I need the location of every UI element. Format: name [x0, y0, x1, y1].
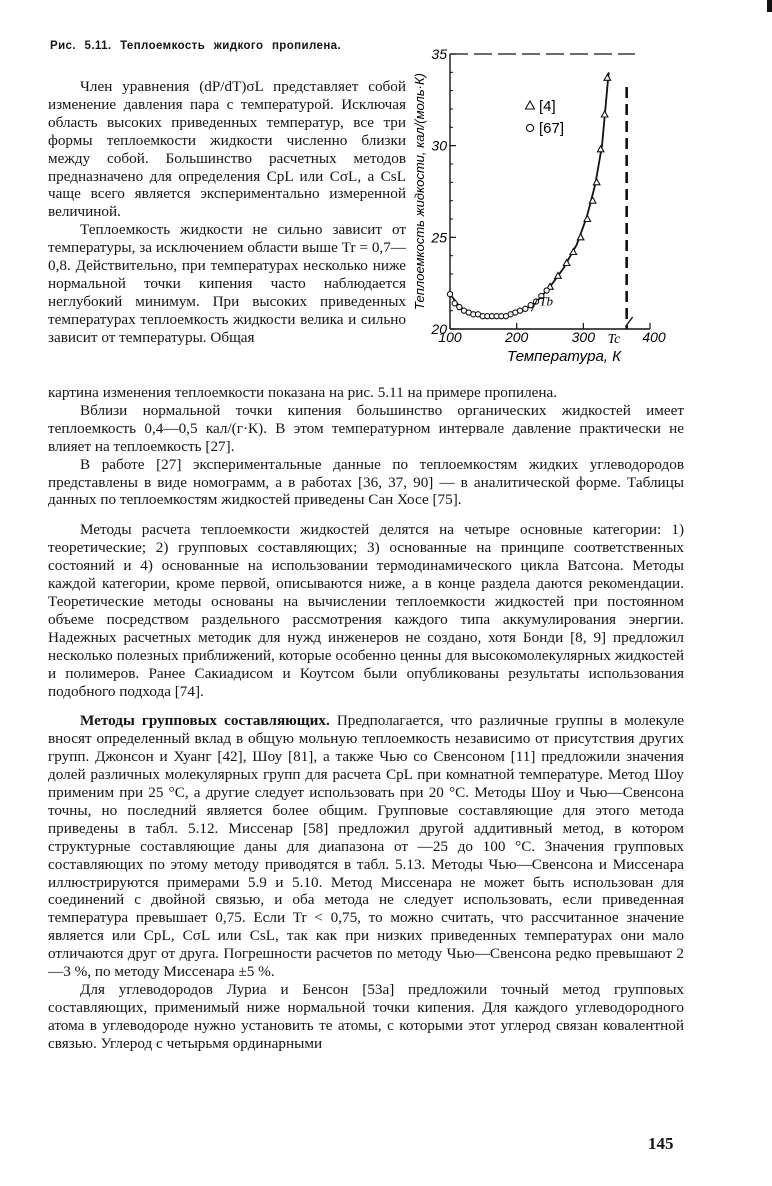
- page-number: 145: [648, 1134, 674, 1153]
- paragraph: Вблизи нормальной точки кипения большинство органических жидкостей имеет теплоемкость 0,4—0,5 кал/(г·К). В этом температурном интервале давление практически не влияет на теплоемкость [27].: [48, 401, 684, 455]
- tb-label: Tb: [539, 293, 554, 309]
- legend-triangle-marker: [526, 101, 535, 109]
- paragraph: [48, 712, 684, 981]
- paragraph: картина изменения теплоемкости показана на рис. 5.11 на примере пропилена.: [48, 384, 558, 401]
- legend-label: [4]: [539, 98, 556, 115]
- triangle-point: [563, 260, 570, 266]
- triangle-point: [593, 179, 600, 185]
- circle-point: [457, 304, 462, 309]
- circle-point: [544, 288, 549, 293]
- triangle-point: [584, 216, 591, 222]
- left-column: [48, 78, 406, 347]
- circle-point: [517, 308, 522, 313]
- triangle-point: [577, 234, 584, 240]
- circle-point: [523, 306, 528, 311]
- y-tick-label: 30: [431, 137, 447, 154]
- full-width-text: [48, 384, 684, 1053]
- y-tick-label: 25: [431, 229, 447, 246]
- paragraph: Теплоемкость жидкости не сильно зависит от температуры, за исключением области выше Tr = 0,7—0,8. Действительно, при температурах несколько ниже нормальной точки кипения часто наблюдается неглубокий минимум. При высоких приведенных температурах теплоемкость жидкости велика и сильно зависит от температуры. Общая: [48, 221, 406, 346]
- chart: [410, 44, 680, 374]
- x-tick-label: 400: [642, 329, 666, 345]
- circle-point: [447, 292, 452, 297]
- paragraph: Для углеводородов Луриа и Бенсон [53а] предложили точный метод групповых составляющих, применимый ниже нормальной точки кипения. Для каждого углеводородного атома в углеводороде нужно установить те атомы, с которыми этот углерод связан ковалентной связью. Углерод с четырьмя ординарными: [48, 981, 684, 1052]
- circle-point: [452, 301, 457, 306]
- triangle-point: [604, 74, 611, 80]
- paragraph: В работе [27] экспериментальные данные по теплоемкостям жидких углеводородов представлены в виде номограмм, а в работах [36, 37, 90] — в аналитической форме. Таблицы данных по теплоемкостям жидкостей приведены Сан Хосе [75].: [48, 455, 684, 509]
- y-tick-label: 35: [431, 46, 447, 62]
- chart-legend: [526, 98, 565, 137]
- paragraph: Методы расчета теплоемкости жидкостей делятся на четыре основные категории: 1) теоретические; 2) групповых составляющих; 3) основанные на принципе соответственных состояний и 4) основанные на использовании термодинамического цикла Ватсона. Методы каждой категории, кроме первой, описываются ниже, а в конце раздела даются рекомендации. Теоретические методы основаны на вычислении теплоемкости жидкостей при постоянном объеме посредством раздельного рассмотрения каждого типа аккумулирования энергии. Надежных расчетных методик для нужд инженеров не создано, хотя Бонди [8, 9] предложил несколько полезных приближений, которые особенно ценны для высокомолекулярных жидкостей и полимеров. Ранее Сакиадисом и Коутсом были опубликованы результаты использования подобного подхода [74].: [48, 521, 684, 700]
- triangle-point: [570, 249, 577, 255]
- x-tick-label: 200: [504, 329, 529, 345]
- tc-label: Tc: [607, 332, 621, 347]
- paragraph-text: Предполагается, что различные группы в молекуле вносят определенный вклад в общую мольную теплоемкость независимо от присутствия других групп. Джонсон и Хуанг [42], Шоу [81], а также Чью со Свенсоном [11] предложили значения долей различных молекулярных групп для расчета CpL при комнатной температуре. Метод Шоу применим при 25 °С, а другие следует использовать при 20 °С. Методы Шоу и Чью—Свенсона точны, но последний является более общим. Групповые составляющие для этого метода приведены в табл. 5.12. Миссенар [58] предложил другой аддитивный метод, в котором структурные составляющие даны для диапазона от —25 до 100 °С. Значения групповых составляющих по этому методу приводятся в табл. 5.13. Методы Чью—Свенсона и Миссенара иллюстрируются примерами 5.9 и 5.10. Метод Миссенара не может быть использован для соединений с двойной связью, и оба метода не следует использовать, если приведенная температура превышает 0,75. Если Tr < 0,75, то можно считать, что рассчитанное значение является или CpL, CσL или CsL, так как при низких приведенных температурах они мало отличаются друг от друга. Погрешности расчетов по методу Чью—Свенсона редко превышают 2—3 %, по методу Миссенара ±5 %.: [48, 712, 685, 981]
- y-axis-label: Теплоемкость жидкости, кал/(моль·К): [412, 73, 427, 310]
- y-tick-label: 20: [431, 321, 447, 337]
- legend-circle-marker: [526, 124, 533, 131]
- circle-point: [528, 303, 533, 308]
- scan-edge-mark: [767, 0, 772, 12]
- section-heading: Методы групповых составляющих.: [80, 712, 330, 730]
- legend-label: [67]: [539, 120, 565, 137]
- triangle-point: [601, 111, 608, 117]
- triangle-point: [597, 146, 604, 152]
- figure-caption: Рис. 5.11. Теплоемкость жидкого пропилена.: [50, 40, 342, 52]
- x-tick-label: 300: [571, 329, 596, 345]
- paragraph: Член уравнения (dP/dT)σL представляет собой изменение давления пара с температурой. Исключая область высоких приведенных температур, все три формы теплоемкости жидкости численно близки между собой. Большинство расчетных методов предназначено для определения CpL или CσL, а CsL чаще всего является экспериментально измеренной величиной.: [48, 78, 406, 221]
- x-axis-label: Температура, К: [507, 348, 621, 365]
- chart-points: [447, 74, 610, 318]
- x-tick-label: 100: [438, 329, 462, 345]
